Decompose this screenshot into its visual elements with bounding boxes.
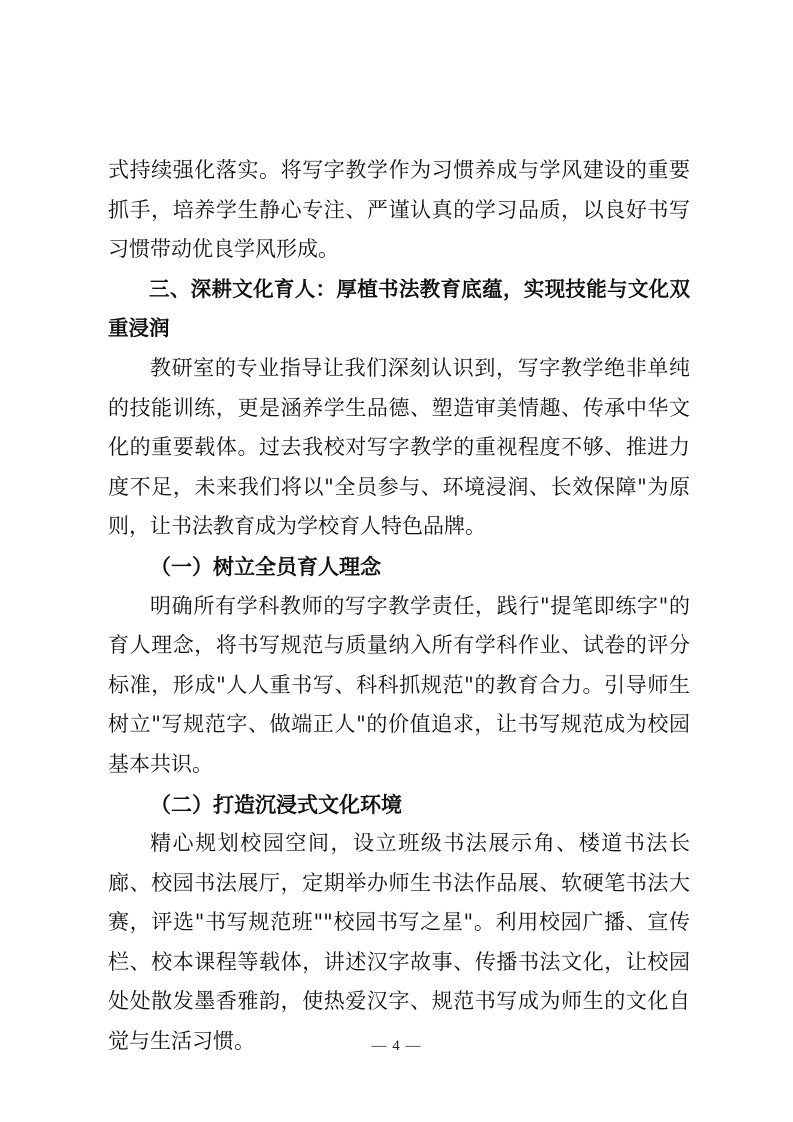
document-body: [108, 151, 690, 1062]
subheading-2: （二）打造沉浸式文化环境: [150, 791, 402, 817]
page-number: — 4 —: [371, 1038, 422, 1054]
paragraph-subsection-2: 精心规划校园空间，设立班级书法展示角、楼道书法长廊、校园书法展厅，定期举办师生书法作品展、软硬笔书法大赛，评选"书写规范班""校园书写之星"。利用校园广播、宣传栏、校本课程等载体，讲述汉字故事、传播书法文化，让校园处处散发墨香雅韵，使热爱汉字、规范书写成为师生的文化自觉与生活习惯。: [108, 831, 690, 1054]
paragraph-section3-intro: 教研室的专业指导让我们深刻认识到，写字教学绝非单纯的技能训练，更是涵养学生品德、塑造审美情趣、传承中华文化的重要载体。过去我校对写字教学的重视程度不够、推进力度不足，未来我们将以"全员参与、环境浸润、长效保障"为原则，让书法教育成为学校育人特色品牌。: [108, 355, 690, 539]
paragraph-continuation: 式持续强化落实。将写字教学作为习惯养成与学风建设的重要抓手，培养学生静心专注、严谨认真的学习品质，以良好书写习惯带动优良学风形成。: [108, 158, 690, 262]
section-heading-3: 三、深耕文化育人：厚植书法教育底蕴，实现技能与文化双重浸润: [108, 276, 690, 341]
paragraph-subsection-1: 明确所有学科教师的写字教学责任，践行"提笔即练字"的育人理念，将书写规范与质量纳入所有学科作业、试卷的评分标准，形成"人人重书写、科科抓规范"的教育合力。引导师生树立"写规范字、做端正人"的价值追求，让书写规范成为校园基本共识。: [108, 593, 690, 776]
subheading-1: （一）树立全员育人理念: [150, 553, 381, 579]
